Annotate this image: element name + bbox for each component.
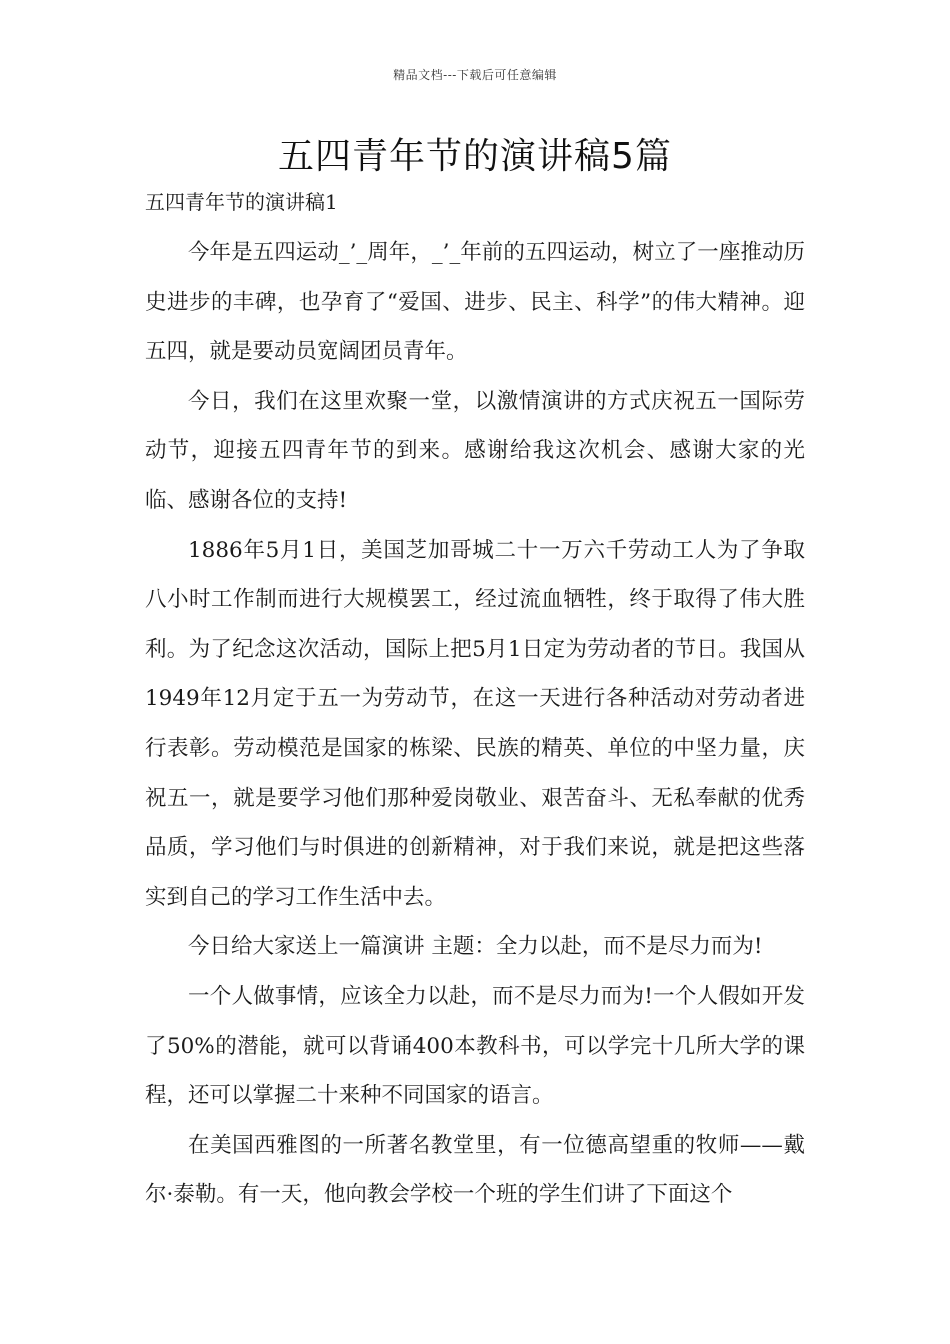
paragraph: 今日给大家送上一篇演讲 主题：全力以赴，而不是尽力而为!: [188, 934, 763, 960]
paragraph: 在美国西雅图的一所著名教堂里，有一位德高望重的牧师——戴尔·泰勒。有一天，他向教会学校一个班的学生们讲了下面这个: [145, 1132, 805, 1208]
document-title: 五四青年节的演讲稿5篇: [278, 136, 672, 177]
paragraph: 1886年5月1日，美国芝加哥城二十一万六千劳动工人为了争取八小时工作制而进行大规模罢工，经过流血牺牲，终于取得了伟大胜利。为了纪念这次活动，国际上把5月1日定为劳动者的节日。我国从1949年12月定于五一为劳动节，在这一天进行各种活动对劳动者进行表彰。劳动模范是国家的栋梁、民族的精英、单位的中坚力量，庆祝五一，就是要学习他们那种爱岗敬业、艰苦奋斗、无私奉献的优秀品质，学习他们与时俱进的创新精神，对于我们来说，就是把这些落实到自己的学习工作生活中去。: [145, 537, 805, 910]
paragraph: 今日，我们在这里欢聚一堂，以激情演讲的方式庆祝五一国际劳动节，迎接五四青年节的到来。感谢给我这次机会、感谢大家的光临、感谢各位的支持!: [145, 388, 805, 513]
section-title: 五四青年节的演讲稿1: [145, 190, 338, 214]
body-text: [145, 228, 805, 1220]
paragraph: 今年是五四运动_’_周年，_’_年前的五四运动，树立了一座推动历史进步的丰碑，也孕育了“爱国、进步、民主、科学”的伟大精神。迎五四，就是要动员宽阔团员青年。: [145, 240, 805, 365]
header-note: 精品文档---下载后可任意编辑: [393, 68, 557, 82]
paragraph: 一个人做事情，应该全力以赴，而不是尽力而为!一个人假如开发了50%的潜能，就可以背诵400本教科书，可以学完十几所大学的课程，还可以掌握二十来种不同国家的语言。: [145, 983, 805, 1109]
